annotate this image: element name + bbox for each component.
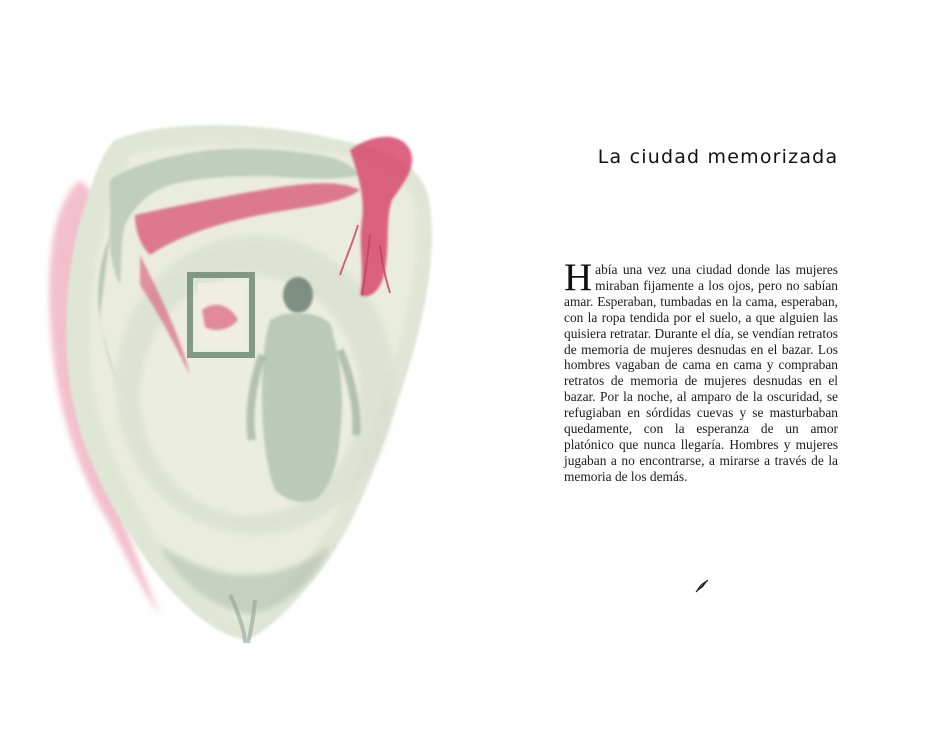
right-page xyxy=(468,0,936,735)
watercolor-illustration xyxy=(40,95,450,645)
drop-cap: H xyxy=(564,256,593,299)
chapter-title: La ciudad memorizada xyxy=(597,146,839,168)
compass-leaf-icon xyxy=(694,578,710,594)
chapter-body-text: abía una vez una ciudad donde las mujeres miraban fijamente a los ojos, pero no sabían amar. Esperaban, tumbadas en la cama, esperaban, con la ropa tendida por el suelo, a que alguien las quisiera retratar. Durante el día, se vendían retratos de memoria de mujeres desnudas en el bazar. Los hombres vagaban de cama en cama y compraban retratos de memoria de mujeres desnudas en el bazar. Por la noche, al amparo de la oscuridad, se refugiaban en sórdidas cuevas y se masturbaban quedamente, con la esperanza de un amor platónico que nunca llegaría. Hombres y mujeres jugaban a no encontrarse, a mirarse a través de la memoria de los demás. xyxy=(564,262,838,484)
chapter-body xyxy=(564,256,838,485)
